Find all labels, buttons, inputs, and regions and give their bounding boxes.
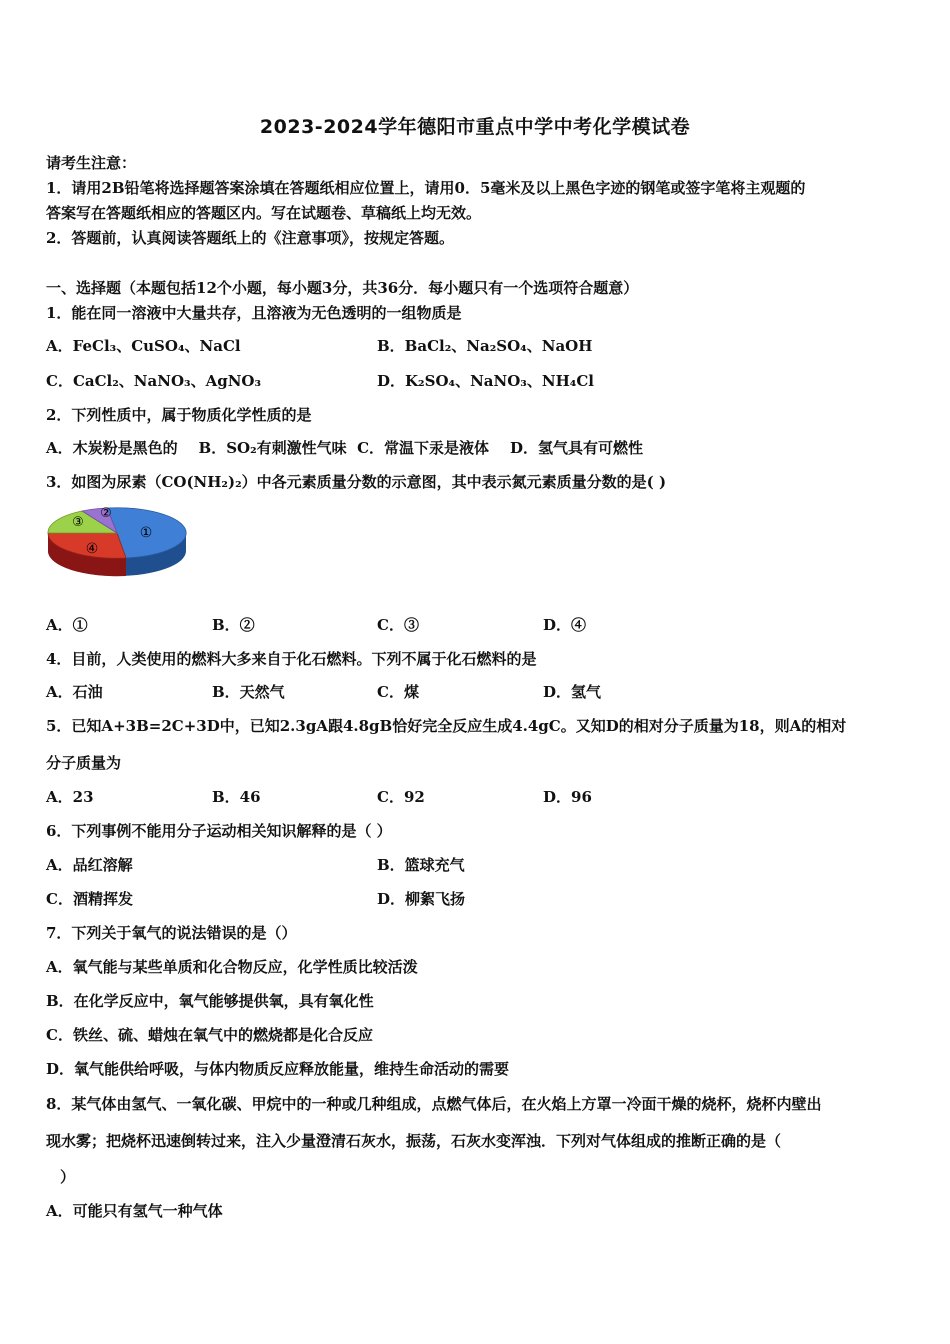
- q8-stem-a: 8．某气体由氢气、一氧化碳、甲烷中的一种或几种组成，点燃气体后，在火焰上方罩一冷面干燥的烧杯，烧杯内壁出: [46, 1095, 822, 1113]
- q6-option-b: B．篮球充气: [377, 856, 465, 874]
- q2-stem: 2．下列性质中，属于物质化学性质的是: [46, 406, 312, 424]
- q5-stem-a: 5．已知A+3B=2C+3D中，已知2.3gA跟4.8gB恰好完全反应生成4.4gC。又知D的相对分子质量为18，则A的相对: [46, 717, 847, 735]
- q5-option-d: D．96: [543, 788, 592, 806]
- notice-item-1b: 答案写在答题纸相应的答题区内。写在试题卷、草稿纸上均无效。: [46, 204, 482, 222]
- q3-stem: 3．如图为尿素（CO(NH₂)₂）中各元素质量分数的示意图，其中表示氮元素质量分数的是( ): [46, 473, 667, 491]
- q4-stem: 4．目前，人类使用的燃料大多来自于化石燃料。下列不属于化石燃料的是: [46, 650, 537, 668]
- q3-option-d: D．④: [543, 616, 587, 634]
- pie-chart-figure: [44, 498, 190, 584]
- q7-option-d: D．氧气能供给呼吸，与体内物质反应释放能量，维持生命活动的需要: [46, 1060, 510, 1078]
- q1-option-c: C．CaCl₂、NaNO₃、AgNO₃: [46, 372, 262, 390]
- q5-stem-b: 分子质量为: [46, 754, 122, 772]
- notice-heading: 请考生注意：: [46, 154, 137, 172]
- notice-item-2: 2．答题前，认真阅读答题纸上的《注意事项》，按规定答题。: [46, 229, 454, 247]
- q4-option-c: C．煤: [377, 683, 419, 701]
- section-heading: 一、选择题（本题包括12个小题，每小题3分，共36分．每小题只有一个选项符合题意）: [46, 279, 639, 297]
- pie-label-3: ③: [72, 515, 84, 530]
- q4-option-d: D．氢气: [543, 683, 602, 701]
- q6-option-d: D．柳絮飞扬: [377, 890, 466, 908]
- page-title: 2023-2024学年德阳市重点中学中考化学模试卷: [259, 116, 691, 138]
- q5-option-a: A．23: [46, 788, 94, 806]
- q7-option-b: B．在化学反应中，氧气能够提供氧，具有氧化性: [46, 992, 374, 1010]
- q7-option-c: C．铁丝、硫、蜡烛在氧气中的燃烧都是化合反应: [46, 1026, 373, 1044]
- q1-option-a: A．FeCl₃、CuSO₄、NaCl: [46, 337, 241, 355]
- q3-option-b: B．②: [212, 616, 255, 634]
- q6-option-a: A．品红溶解: [46, 856, 133, 874]
- q8-option-a: A．可能只有氢气一种气体: [46, 1202, 223, 1220]
- pie-label-4: ④: [85, 541, 99, 557]
- q5-option-b: B．46: [212, 788, 261, 806]
- q5-option-c: C．92: [377, 788, 425, 806]
- q3-option-a: A．①: [46, 616, 88, 634]
- notice-item-1a: 1．请用2B铅笔将选择题答案涂填在答题纸相应位置上，请用0．5毫米及以上黑色字迹的钢笔或签字笔将主观题的: [46, 179, 806, 197]
- q1-option-d: D．K₂SO₄、NaNO₃、NH₄Cl: [377, 372, 594, 390]
- q2-options: A．木炭粉是黑色的 B．SO₂有刺激性气味 C．常温下汞是液体 D．氢气具有可燃性: [46, 439, 643, 457]
- q1-option-b: B．BaCl₂、Na₂SO₄、NaOH: [377, 337, 593, 355]
- q4-option-b: B．天然气: [212, 683, 285, 701]
- q6-option-c: C．酒精挥发: [46, 890, 133, 908]
- q8-stem-c: ）: [60, 1168, 76, 1186]
- q6-stem: 6．下列事例不能用分子运动相关知识解释的是（ ）: [46, 822, 392, 840]
- q1-stem: 1．能在同一溶液中大量共存，且溶液为无色透明的一组物质是: [46, 304, 462, 322]
- q8-stem-b: 现水雾；把烧杯迅速倒转过来，注入少量澄清石灰水，振荡，石灰水变浑浊．下列对气体组成的推断正确的是（: [46, 1132, 782, 1150]
- q7-option-a: A．氧气能与某些单质和化合物反应，化学性质比较活泼: [46, 958, 418, 976]
- q4-option-a: A．石油: [46, 683, 103, 701]
- q7-stem: 7．下列关于氧气的说法错误的是（）: [46, 924, 297, 942]
- pie-label-2: ②: [100, 506, 112, 521]
- pie-label-1: ①: [139, 525, 153, 541]
- q3-option-c: C．③: [377, 616, 419, 634]
